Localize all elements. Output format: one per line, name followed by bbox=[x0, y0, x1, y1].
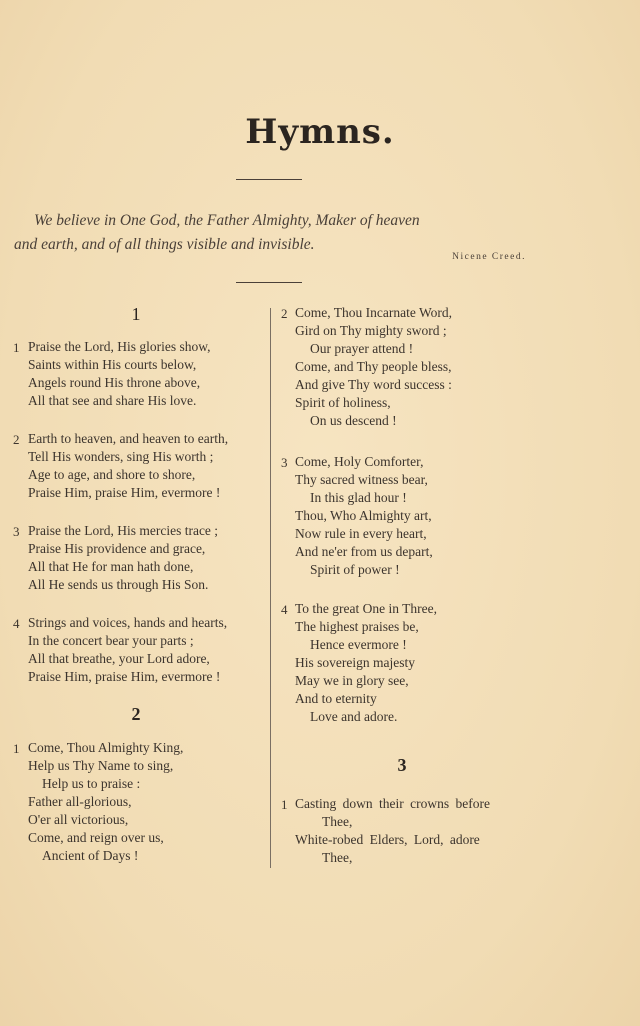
verse-number: 1 bbox=[13, 741, 20, 756]
verse-line: Age to age, and shore to shore, bbox=[28, 467, 196, 482]
verse-line: Praise His providence and grace, bbox=[28, 541, 206, 556]
verse-line: And ne'er from us depart, bbox=[295, 544, 433, 559]
verse-line: Spirit of power ! bbox=[310, 562, 400, 577]
verse-line: White-robed Elders, Lord, adore bbox=[295, 832, 480, 847]
verse-line: The highest praises be, bbox=[295, 619, 419, 634]
verse-line: And to eternity bbox=[295, 691, 377, 706]
verse-line: Ancient of Days ! bbox=[42, 848, 139, 863]
hymn-number-2: 2 bbox=[131, 704, 141, 724]
verse-line: Thy sacred witness bear, bbox=[295, 472, 428, 487]
verse-line: In this glad hour ! bbox=[310, 490, 407, 505]
verse-line: To the great One in Three, bbox=[295, 601, 438, 616]
verse-number: 2 bbox=[13, 432, 20, 447]
verse-line: Come, Holy Comforter, bbox=[295, 454, 424, 469]
verse-line: Tell His wonders, sing His worth ; bbox=[28, 449, 214, 464]
epigraph-line-2: and earth, and of all things visible and invisible. bbox=[14, 236, 315, 253]
verse-line: On us descend ! bbox=[310, 413, 397, 428]
verse-line: Saints within His courts below, bbox=[28, 357, 197, 372]
verse-line: Hence evermore ! bbox=[310, 637, 407, 652]
verse-number: 1 bbox=[13, 340, 20, 355]
verse-line: Casting down their crowns before bbox=[295, 796, 490, 811]
verse-line: All that He for man hath done, bbox=[28, 559, 194, 574]
verse-line: Earth to heaven, and heaven to earth, bbox=[28, 431, 229, 446]
epigraph-line-1: We believe in One God, the Father Almighty, Maker of heaven bbox=[34, 212, 420, 229]
verse-line: All He sends us through His Son. bbox=[28, 577, 209, 592]
verse-line: Father all-glorious, bbox=[28, 794, 132, 809]
verse-line: Praise Him, praise Him, evermore ! bbox=[28, 485, 221, 500]
verse-line: Love and adore. bbox=[310, 709, 398, 724]
verse-line: Strings and voices, hands and hearts, bbox=[28, 615, 228, 630]
verse-line: All that breathe, your Lord adore, bbox=[28, 651, 210, 666]
verse-line: Praise the Lord, His mercies trace ; bbox=[28, 523, 219, 538]
verse-line: Help us Thy Name to sing, bbox=[28, 758, 174, 773]
verse-line: Praise the Lord, His glories show, bbox=[28, 339, 211, 354]
title-rule bbox=[236, 179, 302, 180]
verse-number: 3 bbox=[281, 455, 288, 470]
verse-line: And give Thy word success : bbox=[295, 377, 452, 392]
verse-line: Come, Thou Almighty King, bbox=[28, 740, 184, 755]
verse-line: Angels round His throne above, bbox=[28, 375, 201, 390]
verse-line: Come, and Thy people bless, bbox=[295, 359, 452, 374]
verse-line: Thee, bbox=[322, 850, 353, 865]
verse-number: 4 bbox=[281, 602, 288, 617]
hymn-number-1: 1 bbox=[131, 304, 141, 324]
column-divider bbox=[270, 308, 271, 868]
verse-line: His sovereign majesty bbox=[295, 655, 415, 670]
verse-line: Spirit of holiness, bbox=[295, 395, 391, 410]
verse-line: O'er all victorious, bbox=[28, 812, 129, 827]
verse-line: Come, Thou Incarnate Word, bbox=[295, 305, 452, 320]
verse-line: Come, and reign over us, bbox=[28, 830, 164, 845]
epigraph-source: Nicene Creed. bbox=[452, 252, 526, 262]
verse-line: Now rule in every heart, bbox=[295, 526, 427, 541]
epigraph-rule bbox=[236, 282, 302, 283]
verse-number: 1 bbox=[281, 797, 288, 812]
hymn-number-3: 3 bbox=[397, 755, 407, 775]
verse-line: Thee, bbox=[322, 814, 353, 829]
verse-line: May we in glory see, bbox=[295, 673, 409, 688]
verse-number: 2 bbox=[281, 306, 288, 321]
verse-line: In the concert bear your parts ; bbox=[28, 633, 194, 648]
page-title: Hymns. bbox=[245, 112, 395, 152]
verse-number: 3 bbox=[13, 524, 20, 539]
verse-line: Praise Him, praise Him, evermore ! bbox=[28, 669, 221, 684]
verse-line: Our prayer attend ! bbox=[310, 341, 414, 356]
verse-line: All that see and share His love. bbox=[28, 393, 197, 408]
verse-number: 4 bbox=[13, 616, 20, 631]
verse-line: Thou, Who Almighty art, bbox=[295, 508, 432, 523]
verse-line: Gird on Thy mighty sword ; bbox=[295, 323, 447, 338]
verse-line: Help us to praise : bbox=[42, 776, 141, 791]
